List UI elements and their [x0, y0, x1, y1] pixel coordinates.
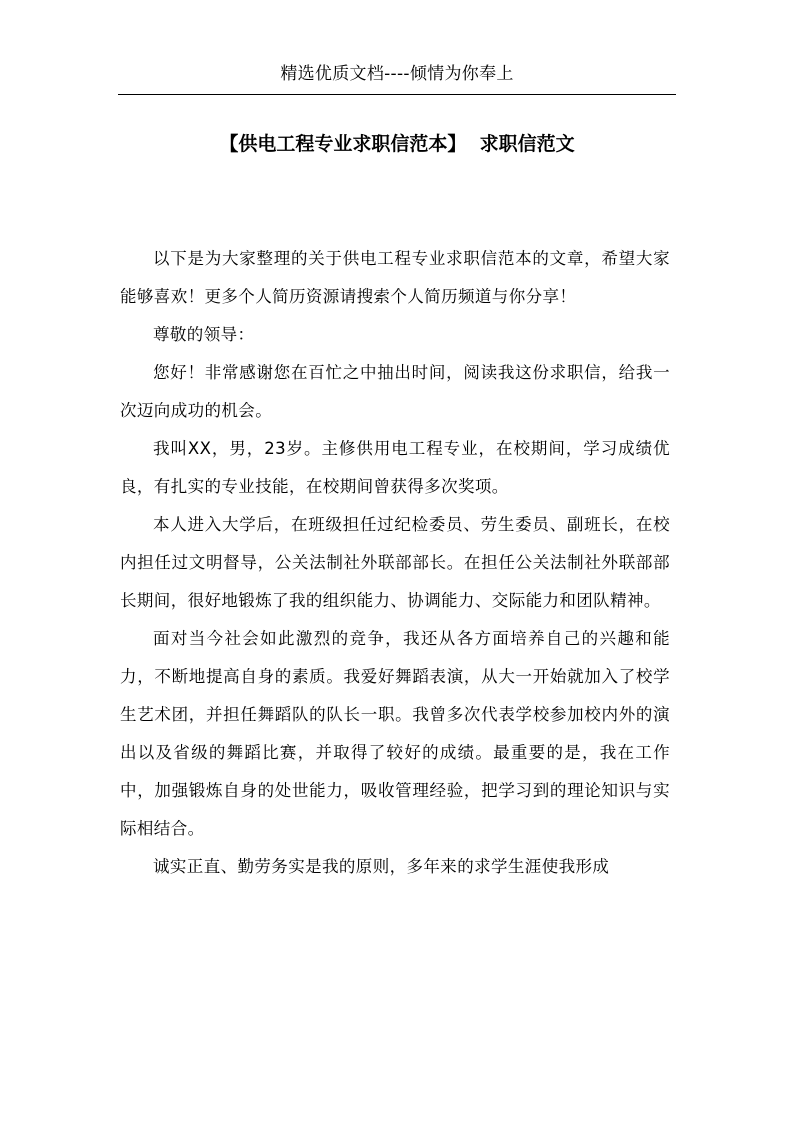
- paragraph-principles: 诚实正直、勤劳务实是我的原则，多年来的求学生涯使我形成: [153, 857, 610, 876]
- paragraph-salutation: 尊敬的领导：: [153, 325, 255, 344]
- paragraph-development: 面对当今社会如此激烈的竞争，我还从各方面培养自己的兴趣和能力，不断地提高自身的素质。我爱好舞蹈表演，从大一开始就加入了校学生艺术团，并担任舞蹈队的队长一职。我曾多次代表学校参加校内外的演出以及省级的舞蹈比赛，并取得了较好的成绩。最重要的是，我在工作中，加强锻炼自身的处世能力，吸收管理经验，把学习到的理论知识与实际相结合。: [120, 629, 670, 838]
- paragraph-greeting: 您好！非常感谢您在百忙之中抽出时间，阅读我这份求职信，给我一次迈向成功的机会。: [120, 363, 670, 420]
- paragraph-intro: 以下是为大家整理的关于供电工程专业求职信范本的文章，希望大家能够喜欢！更多个人简历资源请搜索个人简历频道与你分享！: [120, 249, 670, 306]
- document-body: [120, 240, 670, 886]
- document-title: 【供电工程专业求职信范本】 求职信范文: [219, 133, 575, 155]
- paragraph-self-intro: 我叫XX，男，23岁。主修供用电工程专业，在校期间，学习成绩优良，有扎实的专业技能，在校期间曾获得多次奖项。: [120, 439, 670, 496]
- header-divider: [118, 94, 676, 95]
- page-header: 精选优质文档----倾情为你奉上: [280, 64, 514, 84]
- paragraph-experience: 本人进入大学后，在班级担任过纪检委员、劳生委员、副班长，在校内担任过文明督导，公关法制社外联部部长。在担任公关法制社外联部部长期间，很好地锻炼了我的组织能力、协调能力、交际能力和团队精神。: [120, 515, 670, 610]
